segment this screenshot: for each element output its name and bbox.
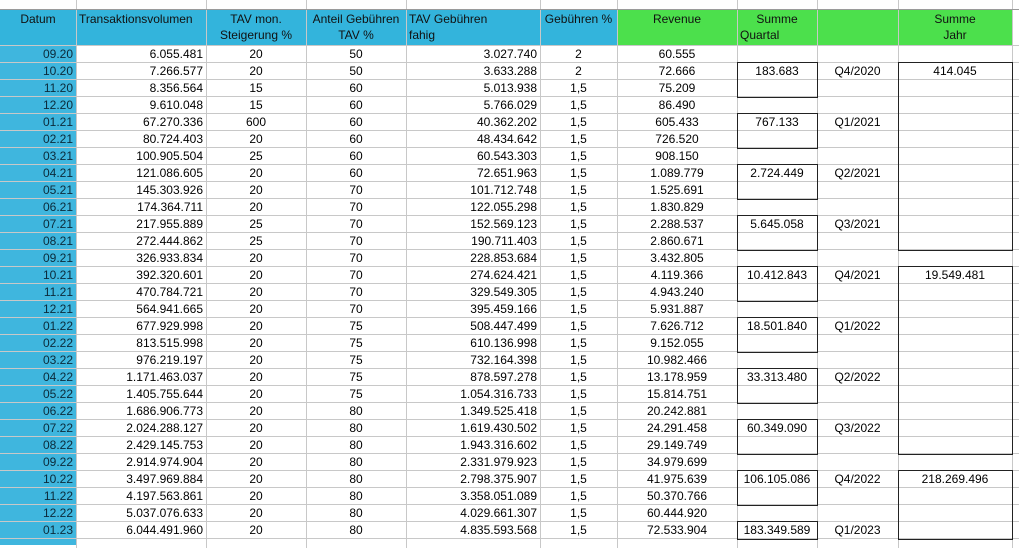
cell-gebuehren-pct[interactable]: 1,5 <box>570 370 587 384</box>
cell-tav-steigerung[interactable]: 600 <box>245 115 267 129</box>
cell-tav-steigerung[interactable]: 20 <box>249 47 263 61</box>
header-summe-quartal-line2: Quartal <box>740 28 780 42</box>
cell-datum[interactable]: 02.22 <box>0 335 76 351</box>
cell-quartal-label[interactable] <box>817 233 898 249</box>
cell-anteil-tav[interactable]: 70 <box>349 285 363 299</box>
quarter-sum-outline <box>737 164 818 200</box>
cell-quartal-label[interactable]: Q4/2020 <box>834 64 881 78</box>
cell-tav-steigerung[interactable]: 20 <box>249 268 263 282</box>
cell-summe-quartal[interactable] <box>737 505 817 521</box>
cell-datum[interactable]: 03.21 <box>0 148 76 164</box>
cell-quartal-label[interactable] <box>817 148 898 164</box>
cell-gebuehren-pct[interactable]: 1,5 <box>570 268 587 282</box>
cell-quartal-label[interactable]: Q4/2022 <box>834 472 881 486</box>
cell-gebuehren-pct[interactable]: 1,5 <box>570 234 587 248</box>
cell-tav-gebuehren[interactable]: 2.798.375.907 <box>460 472 537 486</box>
cell-tav-steigerung[interactable]: 20 <box>249 404 263 418</box>
cell-transaktionsvolumen[interactable]: 326.933.834 <box>136 251 203 265</box>
cell-datum[interactable]: 01.21 <box>0 114 76 130</box>
cell-datum[interactable]: 12.21 <box>0 301 76 317</box>
cell-transaktionsvolumen[interactable]: 564.941.665 <box>136 302 203 316</box>
cell-tav-gebuehren[interactable]: 48.434.642 <box>476 132 537 146</box>
cell-anteil-tav[interactable]: 80 <box>349 455 363 469</box>
cell-quartal-label[interactable] <box>817 284 898 300</box>
cell-revenue[interactable]: 605.433 <box>655 115 699 129</box>
cell-tav-gebuehren[interactable]: 1.943.316.602 <box>460 438 537 452</box>
cell-transaktionsvolumen[interactable]: 4.197.563.861 <box>126 489 203 503</box>
cell-tav-gebuehren[interactable]: 508.447.499 <box>470 319 537 333</box>
cell-quartal-label[interactable]: Q3/2021 <box>834 217 881 231</box>
cell-anteil-tav[interactable]: 75 <box>349 353 363 367</box>
cell-quartal-label[interactable] <box>817 488 898 504</box>
cell-summe-quartal[interactable] <box>737 454 817 470</box>
cell-transaktionsvolumen[interactable]: 7.266.577 <box>149 64 203 78</box>
cell-tav-gebuehren[interactable]: 152.569.123 <box>470 217 537 231</box>
cell-summe-quartal[interactable] <box>737 403 817 419</box>
cell-transaktionsvolumen[interactable]: 8.356.564 <box>149 81 203 95</box>
cell-tav-gebuehren[interactable]: 329.549.305 <box>470 285 537 299</box>
cell-tav-gebuehren[interactable]: 878.597.278 <box>470 370 537 384</box>
cell-datum[interactable]: 06.22 <box>0 403 76 419</box>
cell-gebuehren-pct[interactable]: 1,5 <box>570 438 587 452</box>
cell-revenue[interactable]: 1.830.829 <box>650 200 704 214</box>
cell-anteil-tav[interactable]: 70 <box>349 302 363 316</box>
cell-summe-quartal[interactable]: 106.105.086 <box>743 472 811 486</box>
cell-gebuehren-pct[interactable]: 1,5 <box>570 455 587 469</box>
cell-tav-steigerung[interactable]: 20 <box>249 523 263 537</box>
quarter-sum-outline <box>737 470 818 506</box>
header-tav-gebuehren-line2: fahig <box>409 28 436 42</box>
header-datum: Datum <box>20 12 56 26</box>
cell-summe-quartal[interactable] <box>737 148 817 164</box>
cell-datum[interactable]: 10.21 <box>0 267 76 283</box>
cell-revenue[interactable]: 15.814.751 <box>646 387 708 401</box>
cell-datum[interactable]: 03.22 <box>0 352 76 368</box>
cell-transaktionsvolumen[interactable]: 2.914.974.904 <box>126 455 203 469</box>
cell-anteil-tav[interactable]: 75 <box>349 387 363 401</box>
cell-revenue[interactable]: 5.931.887 <box>650 302 704 316</box>
cell-summe-quartal[interactable]: 2.724.449 <box>750 166 804 180</box>
cell-datum[interactable]: 04.22 <box>0 369 76 385</box>
quarter-sum-outline <box>737 62 818 98</box>
header-tav-mon-line2: Steigerung % <box>219 28 293 42</box>
cell-summe-quartal[interactable]: 60.349.090 <box>746 421 808 435</box>
cell-transaktionsvolumen[interactable]: 976.219.197 <box>136 353 203 367</box>
cell-datum[interactable]: 10.20 <box>0 63 76 79</box>
cell-quartal-label[interactable] <box>817 250 898 266</box>
cell-tav-steigerung[interactable]: 25 <box>249 217 263 231</box>
header-anteil-line2: TAV % <box>338 28 374 42</box>
cell-summe-quartal[interactable] <box>737 97 817 113</box>
cell-quartal-label[interactable]: Q1/2021 <box>834 115 881 129</box>
cell-tav-gebuehren[interactable]: 40.362.202 <box>476 115 537 129</box>
cell-transaktionsvolumen[interactable]: 5.037.076.633 <box>126 506 203 520</box>
cell-quartal-label[interactable] <box>817 352 898 368</box>
cell-anteil-tav[interactable]: 70 <box>349 217 363 231</box>
cell-tav-steigerung[interactable]: 20 <box>249 183 263 197</box>
cell-summe-quartal[interactable]: 183.683 <box>755 64 799 78</box>
cell-gebuehren-pct[interactable]: 1,5 <box>570 149 587 163</box>
cell-anteil-tav[interactable]: 50 <box>349 47 363 61</box>
cell-quartal-label[interactable] <box>817 335 898 351</box>
cell-anteil-tav[interactable]: 60 <box>349 98 363 112</box>
cell-revenue[interactable]: 41.975.639 <box>646 472 708 486</box>
cell-tav-steigerung[interactable]: 20 <box>249 353 263 367</box>
header-summe-jahr-line1: Summe <box>934 12 976 26</box>
cell-transaktionsvolumen[interactable]: 174.364.711 <box>137 200 203 214</box>
cell-gebuehren-pct[interactable]: 1,5 <box>570 387 587 401</box>
cell-summe-quartal[interactable] <box>737 199 817 215</box>
cell-revenue[interactable]: 3.432.805 <box>650 251 704 265</box>
cell-revenue[interactable]: 2.860.671 <box>650 234 704 248</box>
cell-anteil-tav[interactable]: 60 <box>349 166 363 180</box>
cell-tav-steigerung[interactable]: 20 <box>249 251 263 265</box>
cell-summe-quartal[interactable]: 767.133 <box>755 115 799 129</box>
cell-tav-gebuehren[interactable]: 274.624.421 <box>470 268 537 282</box>
header-tav-gebuehren-line1: TAV Gebühren <box>409 12 488 26</box>
cell-summe-quartal[interactable]: 18.501.840 <box>746 319 808 333</box>
cell-quartal-label[interactable]: Q3/2022 <box>834 421 881 435</box>
cell-tav-gebuehren[interactable]: 2.331.979.923 <box>460 455 537 469</box>
year-sum-outline <box>898 266 1013 455</box>
cell-summe-jahr[interactable]: 414.045 <box>933 64 977 78</box>
cell-datum[interactable]: 09.21 <box>0 250 76 266</box>
cell-quartal-label[interactable] <box>817 505 898 521</box>
cell-revenue[interactable]: 9.152.055 <box>650 336 704 350</box>
quarter-sum-outline <box>737 266 818 302</box>
cell-summe-quartal[interactable] <box>737 352 817 368</box>
cell-tav-gebuehren[interactable]: 5.766.029 <box>483 98 537 112</box>
cell-revenue[interactable]: 72.533.904 <box>646 523 708 537</box>
cell-gebuehren-pct[interactable]: 1,5 <box>570 98 587 112</box>
cell-revenue[interactable]: 10.982.466 <box>646 353 708 367</box>
header-gebuehren-pct: Gebühren % <box>544 12 613 26</box>
cell-tav-gebuehren[interactable]: 4.029.661.307 <box>460 506 537 520</box>
cell-gebuehren-pct[interactable]: 1,5 <box>570 132 587 146</box>
cell-datum-partial <box>0 539 76 545</box>
cell-tav-gebuehren[interactable]: 610.136.998 <box>470 336 537 350</box>
cell-quartal-label[interactable] <box>817 301 898 317</box>
cell-tav-steigerung[interactable]: 20 <box>249 336 263 350</box>
cell-revenue[interactable]: 2.288.537 <box>650 217 704 231</box>
cell-summe-quartal[interactable]: 5.645.058 <box>750 217 804 231</box>
cell-revenue[interactable]: 4.119.366 <box>650 268 704 282</box>
cell-tav-steigerung[interactable]: 20 <box>249 387 263 401</box>
cell-tav-gebuehren[interactable]: 122.055.298 <box>470 200 537 214</box>
cell-quartal-label[interactable]: Q1/2022 <box>834 319 881 333</box>
cell-summe-quartal[interactable] <box>737 46 817 62</box>
cell-transaktionsvolumen[interactable]: 80.724.403 <box>142 132 203 146</box>
cell-datum[interactable]: 08.21 <box>0 233 76 249</box>
cell-revenue[interactable]: 34.979.699 <box>646 455 708 469</box>
cell-tav-steigerung[interactable]: 25 <box>249 149 263 163</box>
quarter-sum-outline <box>737 521 818 540</box>
cell-tav-steigerung[interactable]: 20 <box>249 370 263 384</box>
cell-anteil-tav[interactable]: 75 <box>349 336 363 350</box>
cell-transaktionsvolumen[interactable]: 1.686.906.773 <box>126 404 203 418</box>
cell-anteil-tav[interactable]: 50 <box>349 64 363 78</box>
cell-datum[interactable]: 11.21 <box>0 284 76 300</box>
cell-summe-quartal[interactable]: 183.349.589 <box>743 523 811 537</box>
cell-gebuehren-pct[interactable]: 1,5 <box>570 472 587 486</box>
cell-gebuehren-pct[interactable]: 1,5 <box>570 183 587 197</box>
cell-transaktionsvolumen[interactable]: 813.515.998 <box>136 336 203 350</box>
cell-transaktionsvolumen[interactable]: 392.320.601 <box>136 268 203 282</box>
cell-quartal-label[interactable] <box>817 386 898 402</box>
cell-revenue[interactable]: 908.150 <box>655 149 699 163</box>
cell-transaktionsvolumen[interactable]: 6.055.481 <box>149 47 203 61</box>
cell-quartal-label[interactable] <box>817 80 898 96</box>
cell-quartal-label[interactable] <box>817 182 898 198</box>
cell-transaktionsvolumen[interactable]: 121.086.605 <box>136 166 203 180</box>
cell-anteil-tav[interactable]: 80 <box>349 489 363 503</box>
cell-summe-jahr[interactable]: 218.269.496 <box>921 472 989 486</box>
cell-anteil-tav[interactable]: 60 <box>349 115 363 129</box>
cell-tav-gebuehren[interactable]: 5.013.938 <box>483 81 537 95</box>
cell-gebuehren-pct[interactable]: 1,5 <box>570 115 587 129</box>
cell-summe-jahr[interactable]: 19.549.481 <box>924 268 986 282</box>
cell-quartal-label[interactable] <box>817 199 898 215</box>
header-tav-mon-line1: TAV mon. <box>230 12 282 26</box>
cell-gebuehren-pct[interactable]: 1,5 <box>570 285 587 299</box>
cell-gebuehren-pct[interactable]: 1,5 <box>570 200 587 214</box>
cell-gebuehren-pct[interactable]: 1,5 <box>570 166 587 180</box>
cell-datum[interactable]: 06.21 <box>0 199 76 215</box>
cell-gebuehren-pct[interactable]: 1,5 <box>570 251 587 265</box>
cell-anteil-tav[interactable]: 80 <box>349 506 363 520</box>
cell-quartal-label[interactable]: Q2/2022 <box>834 370 881 384</box>
cell-gebuehren-pct[interactable]: 1,5 <box>570 506 587 520</box>
cell-gebuehren-pct[interactable]: 1,5 <box>570 217 587 231</box>
cell-revenue[interactable]: 29.149.749 <box>646 438 708 452</box>
cell-datum[interactable]: 01.23 <box>0 522 76 538</box>
cell-anteil-tav[interactable]: 75 <box>349 319 363 333</box>
cell-transaktionsvolumen[interactable]: 2.024.288.127 <box>126 421 203 435</box>
cell-gebuehren-pct[interactable]: 2 <box>575 47 582 61</box>
header-anteil-line1: Anteil Gebühren <box>312 12 400 26</box>
cell-revenue[interactable]: 7.626.712 <box>650 319 704 333</box>
cell-tav-steigerung[interactable]: 20 <box>249 319 263 333</box>
cell-tav-steigerung[interactable]: 15 <box>249 81 263 95</box>
cell-transaktionsvolumen[interactable]: 145.303.926 <box>136 183 203 197</box>
cell-transaktionsvolumen[interactable]: 1.405.755.644 <box>126 387 203 401</box>
cell-gebuehren-pct[interactable]: 1,5 <box>570 336 587 350</box>
cell-tav-steigerung[interactable]: 20 <box>249 455 263 469</box>
cell-summe-jahr[interactable] <box>898 250 1012 266</box>
cell-datum[interactable]: 07.22 <box>0 420 76 436</box>
header-transaktionsvolumen: Transaktionsvolumen <box>79 12 193 26</box>
cell-revenue[interactable]: 60.444.920 <box>646 506 708 520</box>
cell-gebuehren-pct[interactable]: 1,5 <box>570 523 587 537</box>
cell-anteil-tav[interactable]: 80 <box>349 472 363 486</box>
cell-revenue[interactable]: 20.242.881 <box>646 404 708 418</box>
cell-transaktionsvolumen[interactable]: 9.610.048 <box>149 98 203 112</box>
cell-anteil-tav[interactable]: 60 <box>349 149 363 163</box>
cell-tav-gebuehren[interactable]: 732.164.398 <box>470 353 537 367</box>
cell-tav-gebuehren[interactable]: 228.853.684 <box>470 251 537 265</box>
cell-revenue[interactable]: 72.666 <box>658 64 696 78</box>
cell-quartal-label[interactable] <box>817 131 898 147</box>
cell-revenue[interactable]: 1.525.691 <box>650 183 704 197</box>
cell-transaktionsvolumen[interactable]: 100.905.504 <box>136 149 203 163</box>
cell-anteil-tav[interactable]: 60 <box>349 81 363 95</box>
cell-gebuehren-pct[interactable]: 2 <box>575 64 582 78</box>
header-revenue: Revenue <box>652 12 702 26</box>
cell-transaktionsvolumen[interactable]: 217.955.889 <box>136 217 203 231</box>
cell-anteil-tav[interactable]: 70 <box>349 268 363 282</box>
cell-quartal-label[interactable]: Q2/2021 <box>834 166 881 180</box>
quarter-sum-outline <box>737 317 818 353</box>
cell-quartal-label[interactable] <box>817 46 898 62</box>
quarter-sum-outline <box>737 113 818 149</box>
gridline-horizontal <box>0 9 1019 10</box>
header-summe-jahr-line2: Jahr <box>943 28 967 42</box>
cell-summe-jahr[interactable] <box>898 454 1012 470</box>
cell-anteil-tav[interactable]: 80 <box>349 438 363 452</box>
cell-datum[interactable]: 07.21 <box>0 216 76 232</box>
cell-gebuehren-pct[interactable]: 1,5 <box>570 302 587 316</box>
cell-datum[interactable]: 08.22 <box>0 437 76 453</box>
cell-revenue[interactable]: 75.209 <box>658 81 696 95</box>
cell-tav-steigerung[interactable]: 20 <box>249 438 263 452</box>
cell-datum[interactable]: 11.20 <box>0 80 76 96</box>
cell-datum[interactable]: 05.21 <box>0 182 76 198</box>
cell-tav-gebuehren[interactable]: 1.349.525.418 <box>460 404 537 418</box>
cell-anteil-tav[interactable]: 80 <box>349 404 363 418</box>
cell-transaktionsvolumen[interactable]: 677.929.998 <box>136 319 203 333</box>
cell-datum[interactable]: 11.22 <box>0 488 76 504</box>
cell-tav-steigerung[interactable]: 20 <box>249 472 263 486</box>
cell-tav-gebuehren[interactable]: 3.027.740 <box>483 47 537 61</box>
cell-quartal-label[interactable]: Q1/2023 <box>834 523 881 537</box>
cell-tav-gebuehren[interactable]: 395.459.166 <box>470 302 537 316</box>
quarter-sum-outline <box>737 368 818 404</box>
cell-tav-steigerung[interactable]: 20 <box>249 64 263 78</box>
cell-datum[interactable]: 01.22 <box>0 318 76 334</box>
cell-tav-gebuehren[interactable]: 1.619.430.502 <box>460 421 537 435</box>
cell-anteil-tav[interactable]: 75 <box>349 370 363 384</box>
quarter-sum-outline <box>737 419 818 455</box>
cell-quartal-label[interactable]: Q4/2021 <box>834 268 881 282</box>
cell-quartal-label[interactable] <box>817 437 898 453</box>
cell-quartal-label[interactable] <box>817 97 898 113</box>
header-summe-quartal-line1: Summe <box>756 12 798 26</box>
cell-tav-gebuehren[interactable]: 1.054.316.733 <box>460 387 537 401</box>
cell-transaktionsvolumen[interactable]: 1.171.463.037 <box>126 370 203 384</box>
cell-transaktionsvolumen[interactable]: 470.784.721 <box>136 285 203 299</box>
cell-gebuehren-pct[interactable]: 1,5 <box>570 404 587 418</box>
cell-anteil-tav[interactable]: 70 <box>349 251 363 265</box>
cell-datum[interactable]: 04.21 <box>0 165 76 181</box>
cell-tav-steigerung[interactable]: 20 <box>249 200 263 214</box>
cell-tav-gebuehren[interactable]: 3.633.288 <box>483 64 537 78</box>
cell-transaktionsvolumen[interactable]: 272.444.862 <box>136 234 203 248</box>
cell-gebuehren-pct[interactable]: 1,5 <box>570 319 587 333</box>
cell-tav-steigerung[interactable]: 20 <box>249 421 263 435</box>
cell-anteil-tav[interactable]: 70 <box>349 183 363 197</box>
cell-transaktionsvolumen[interactable]: 3.497.969.884 <box>126 472 203 486</box>
cell-tav-gebuehren[interactable]: 101.712.748 <box>470 183 537 197</box>
cell-quartal-label[interactable] <box>817 454 898 470</box>
cell-anteil-tav[interactable]: 60 <box>349 132 363 146</box>
cell-transaktionsvolumen[interactable]: 6.044.491.960 <box>126 523 203 537</box>
cell-gebuehren-pct[interactable]: 1,5 <box>570 421 587 435</box>
cell-summe-quartal[interactable] <box>737 250 817 266</box>
cell-tav-steigerung[interactable]: 20 <box>249 285 263 299</box>
cell-tav-gebuehren[interactable]: 190.711.403 <box>471 234 537 248</box>
cell-revenue[interactable]: 24.291.458 <box>646 421 708 435</box>
cell-tav-gebuehren[interactable]: 3.358.051.089 <box>460 489 537 503</box>
cell-revenue[interactable]: 1.089.779 <box>650 166 704 180</box>
cell-anteil-tav[interactable]: 70 <box>349 200 363 214</box>
year-sum-outline <box>898 470 1013 540</box>
cell-tav-gebuehren[interactable]: 72.651.963 <box>476 166 537 180</box>
cell-gebuehren-pct[interactable]: 1,5 <box>570 81 587 95</box>
cell-datum[interactable]: 05.22 <box>0 386 76 402</box>
cell-datum[interactable]: 09.22 <box>0 454 76 470</box>
cell-tav-steigerung[interactable]: 20 <box>249 302 263 316</box>
cell-quartal-label[interactable] <box>817 403 898 419</box>
cell-anteil-tav[interactable]: 80 <box>349 421 363 435</box>
cell-revenue[interactable]: 50.370.766 <box>646 489 708 503</box>
cell-revenue[interactable]: 726.520 <box>655 132 699 146</box>
cell-summe-jahr[interactable] <box>898 46 1012 62</box>
cell-datum[interactable]: 10.22 <box>0 471 76 487</box>
cell-gebuehren-pct[interactable]: 1,5 <box>570 489 587 503</box>
cell-tav-gebuehren[interactable]: 4.835.593.568 <box>460 523 537 537</box>
cell-tav-steigerung[interactable]: 15 <box>249 98 263 112</box>
cell-datum[interactable]: 02.21 <box>0 131 76 147</box>
cell-tav-gebuehren[interactable]: 60.543.303 <box>476 149 537 163</box>
cell-anteil-tav[interactable]: 70 <box>349 234 363 248</box>
cell-gebuehren-pct[interactable]: 1,5 <box>570 353 587 367</box>
cell-summe-quartal[interactable]: 10.412.843 <box>746 268 808 282</box>
year-sum-outline <box>898 62 1013 251</box>
cell-revenue[interactable]: 4.943.240 <box>650 285 704 299</box>
cell-tav-steigerung[interactable]: 20 <box>249 489 263 503</box>
cell-transaktionsvolumen[interactable]: 2.429.145.753 <box>126 438 203 452</box>
cell-revenue[interactable]: 60.555 <box>658 47 696 61</box>
cell-revenue[interactable]: 86.490 <box>658 98 696 112</box>
cell-tav-steigerung[interactable]: 20 <box>249 166 263 180</box>
cell-datum[interactable]: 09.20 <box>0 46 76 62</box>
cell-revenue[interactable]: 13.178.959 <box>646 370 708 384</box>
cell-datum[interactable]: 12.20 <box>0 97 76 113</box>
cell-tav-steigerung[interactable]: 25 <box>249 234 263 248</box>
cell-anteil-tav[interactable]: 80 <box>349 523 363 537</box>
cell-datum[interactable]: 12.22 <box>0 505 76 521</box>
gridline-horizontal <box>0 538 1019 539</box>
cell-summe-quartal[interactable] <box>737 301 817 317</box>
cell-summe-quartal[interactable]: 33.313.480 <box>746 370 808 384</box>
quarter-sum-outline <box>737 215 818 251</box>
cell-transaktionsvolumen[interactable]: 67.270.336 <box>142 115 203 129</box>
cell-tav-steigerung[interactable]: 20 <box>249 506 263 520</box>
header-cell-bg <box>817 10 898 45</box>
cell-tav-steigerung[interactable]: 20 <box>249 132 263 146</box>
